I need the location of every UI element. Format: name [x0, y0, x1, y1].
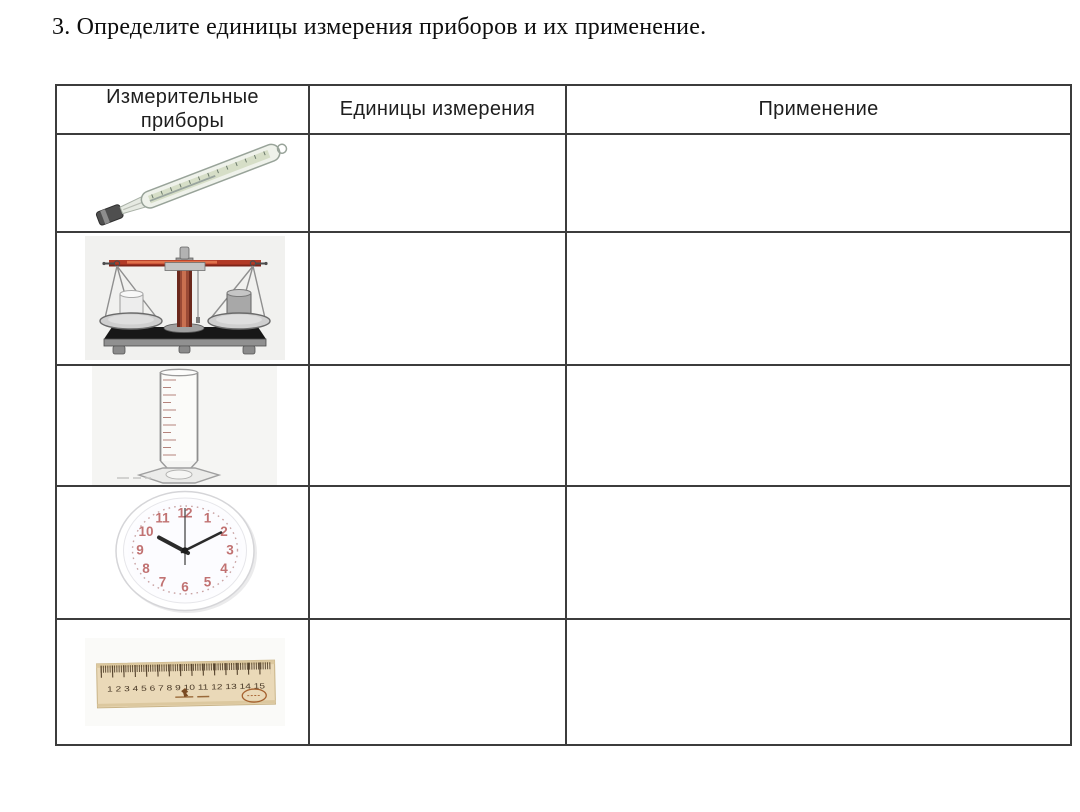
col-header-instruments: [57, 86, 310, 135]
svg-text:4: 4: [220, 561, 228, 576]
wall-clock-image: [57, 487, 308, 618]
svg-text:6: 6: [181, 579, 189, 595]
instruments-table: [55, 84, 1072, 746]
svg-text:2: 2: [220, 524, 228, 539]
col-header-instruments-label: Измерительные приборы: [106, 86, 259, 132]
col-header-application: [567, 86, 1070, 135]
col-header-units: [310, 86, 567, 135]
instrument-cell: [57, 487, 310, 620]
application-blank-cell: [567, 487, 1070, 620]
col-header-units-label: Единицы измерения: [339, 97, 536, 120]
units-blank-cell: [310, 233, 567, 366]
col-header-application-label: Применение: [758, 97, 879, 120]
svg-text:11: 11: [155, 510, 170, 526]
thermometer-image: [57, 135, 308, 231]
page-title: 3. Определите единицы измерения приборов и их применение.: [52, 14, 707, 40]
application-blank-cell: [567, 366, 1070, 487]
svg-text:3: 3: [226, 542, 234, 558]
units-blank-cell: [310, 135, 567, 233]
application-blank-cell: [567, 233, 1070, 366]
svg-text:5: 5: [203, 574, 212, 590]
application-blank-cell: [567, 620, 1070, 744]
measuring-cylinder-image: [57, 366, 308, 485]
balance-scales-image: [57, 233, 308, 364]
svg-text:9: 9: [136, 542, 144, 558]
svg-text:10: 10: [138, 524, 154, 539]
ruler-image: [57, 620, 308, 744]
svg-text:12: 12: [177, 505, 193, 521]
instrument-cell: [57, 366, 310, 487]
instrument-cell: [57, 620, 310, 744]
instrument-cell: [57, 135, 310, 233]
application-blank-cell: [567, 135, 1070, 233]
svg-text:1: 1: [203, 510, 212, 526]
units-blank-cell: [310, 366, 567, 487]
units-blank-cell: [310, 620, 567, 744]
svg-text:7: 7: [158, 574, 167, 590]
svg-text:1 2 3 4 5 6 7 8 9 10 11 12 13: 1 2 3 4 5 6 7 8 9 10 11 12 13 14 15: [106, 682, 224, 694]
units-blank-cell: [310, 487, 567, 620]
svg-text:8: 8: [142, 561, 150, 576]
instrument-cell: [57, 233, 310, 366]
